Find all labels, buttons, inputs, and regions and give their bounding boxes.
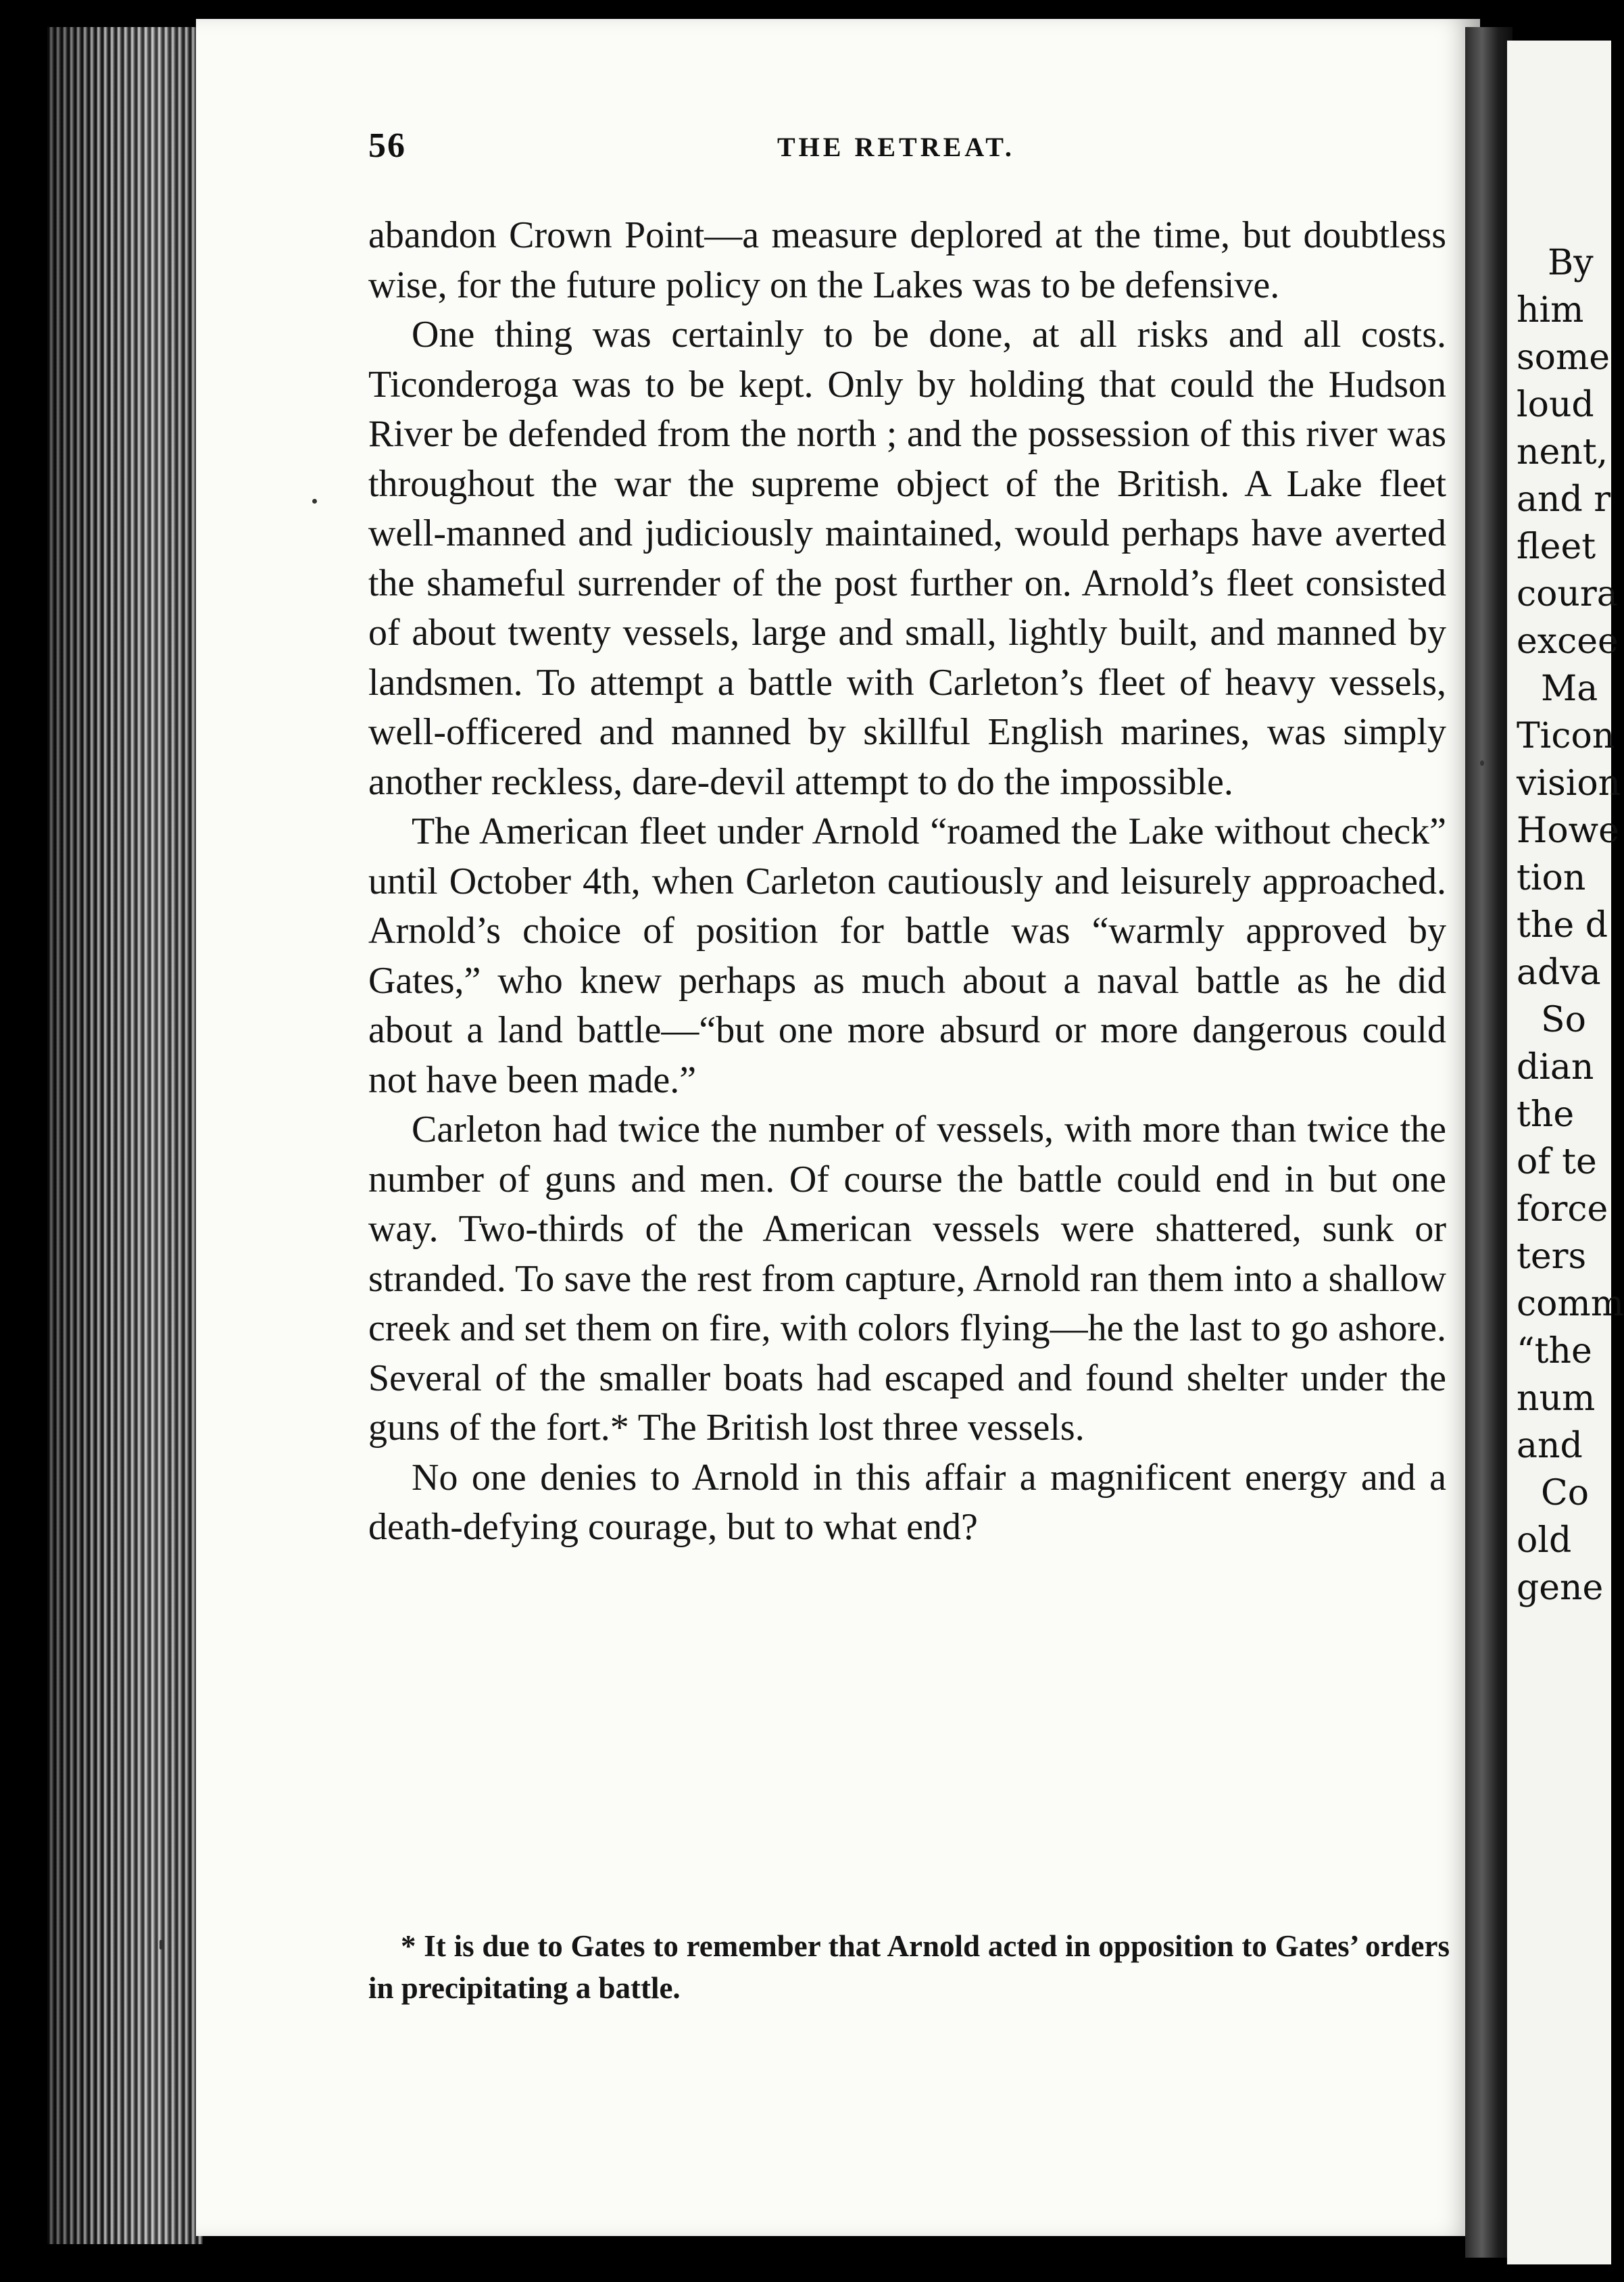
adjacent-page-text: By [1548,243,1594,283]
footnote: * It is due to Gates to remember that Arnold acted in opposition to Gates’ orders in precipitating a battle. [368,1929,1450,2005]
running-title: THE RETREAT. [777,132,1015,162]
paragraph: No one denies to Arnold in this affair a magnificent energy and a death-defying courage, but to what end? [368,1456,1446,1548]
adjacent-page-text: excee [1517,621,1619,662]
adjacent-page-text: nent, [1517,432,1608,472]
paragraph: One thing was certainly to be done, at all risks and all costs. Ticonderoga was to be kept. Only by holding that could the Hudson River be defended from the north ; and the possession of this river was throughout the war the supreme object of the British. A Lake fleet well-manned and judiciously maintained, would perhaps have averted the shameful surrender of the post further on. Arnold’s fleet consisted of about twenty vessels, large and small, lightly built, and manned by landsmen. To attempt a battle with Carleton’s fleet of heavy vessels, well-officered and manned by skillful English marines, was simply another reckless, dare-devil attempt to do the impossible. [368,314,1446,803]
adjacent-page-text: of te [1517,1142,1597,1182]
adjacent-page-text: the [1517,1094,1575,1135]
adjacent-page-text: Ticon [1517,716,1615,756]
adjacent-page-text: tion [1517,858,1586,898]
adjacent-page-text: the d [1517,905,1608,946]
scan-speck [159,1940,164,1949]
adjacent-page-text: Ma [1541,669,1598,709]
paragraph: The American fleet under Arnold “roamed the Lake without check” until October 4th, when Carleton cautiously and leisurely approached. Arnold’s choice of position for battle was “warmly approved by Gates,” who knew perhaps as much about a naval battle as he did about a land battle—“but one more absurd or more dangerous could not have been made.” [368,810,1446,1101]
adjacent-page-text: some [1517,337,1610,378]
adjacent-page-text: and r [1517,479,1611,520]
adjacent-page-text: coura [1517,574,1618,614]
scan-speck [312,499,317,504]
book-gutter [1465,27,1512,2258]
adjacent-page-text: So [1541,1000,1586,1040]
adjacent-page-text: old [1517,1520,1572,1561]
adjacent-page-text: and [1517,1426,1583,1466]
adjacent-page-text: loud [1517,385,1594,425]
adjacent-page-text: dian [1517,1047,1594,1088]
adjacent-page-text: comm [1517,1284,1624,1324]
book-page-edges [47,27,203,2244]
running-header [368,126,1450,166]
paragraph: Carleton had twice the number of vessels, with more than twice the number of guns and men. Of course the battle could end in but one way. Two-thirds of the American vessels were shattered, sunk or stranded. To save the rest from capture, Arnold ran them into a shallow creek and set them on fire, with colors flying—he the last to go ashore. Several of the smaller boats had escaped and found shelter under the guns of the fort.* The British lost three vessels. [368,1109,1446,1449]
page-number: 56 [368,126,406,165]
page-body [368,211,1446,1553]
scan-speck [1480,760,1484,766]
adjacent-page-text: adva [1517,952,1601,993]
adjacent-page-text: gene [1517,1568,1604,1608]
adjacent-page-text: ters [1517,1236,1587,1277]
adjacent-page-text: Howe [1517,810,1619,851]
adjacent-page-text: him [1517,290,1584,331]
adjacent-page-text: “the [1517,1331,1592,1371]
adjacent-page-text: num [1517,1378,1596,1419]
adjacent-page-text: force [1517,1189,1608,1230]
adjacent-page-fragment [1507,41,1624,2264]
adjacent-page-text: vision [1517,763,1621,804]
adjacent-page-text: Co [1541,1473,1590,1513]
adjacent-page-text: fleet [1517,527,1596,567]
paragraph: abandon Crown Point—a measure deplored at the time, but doubtless wise, for the future policy on the Lakes was to be defensive. [368,214,1446,306]
